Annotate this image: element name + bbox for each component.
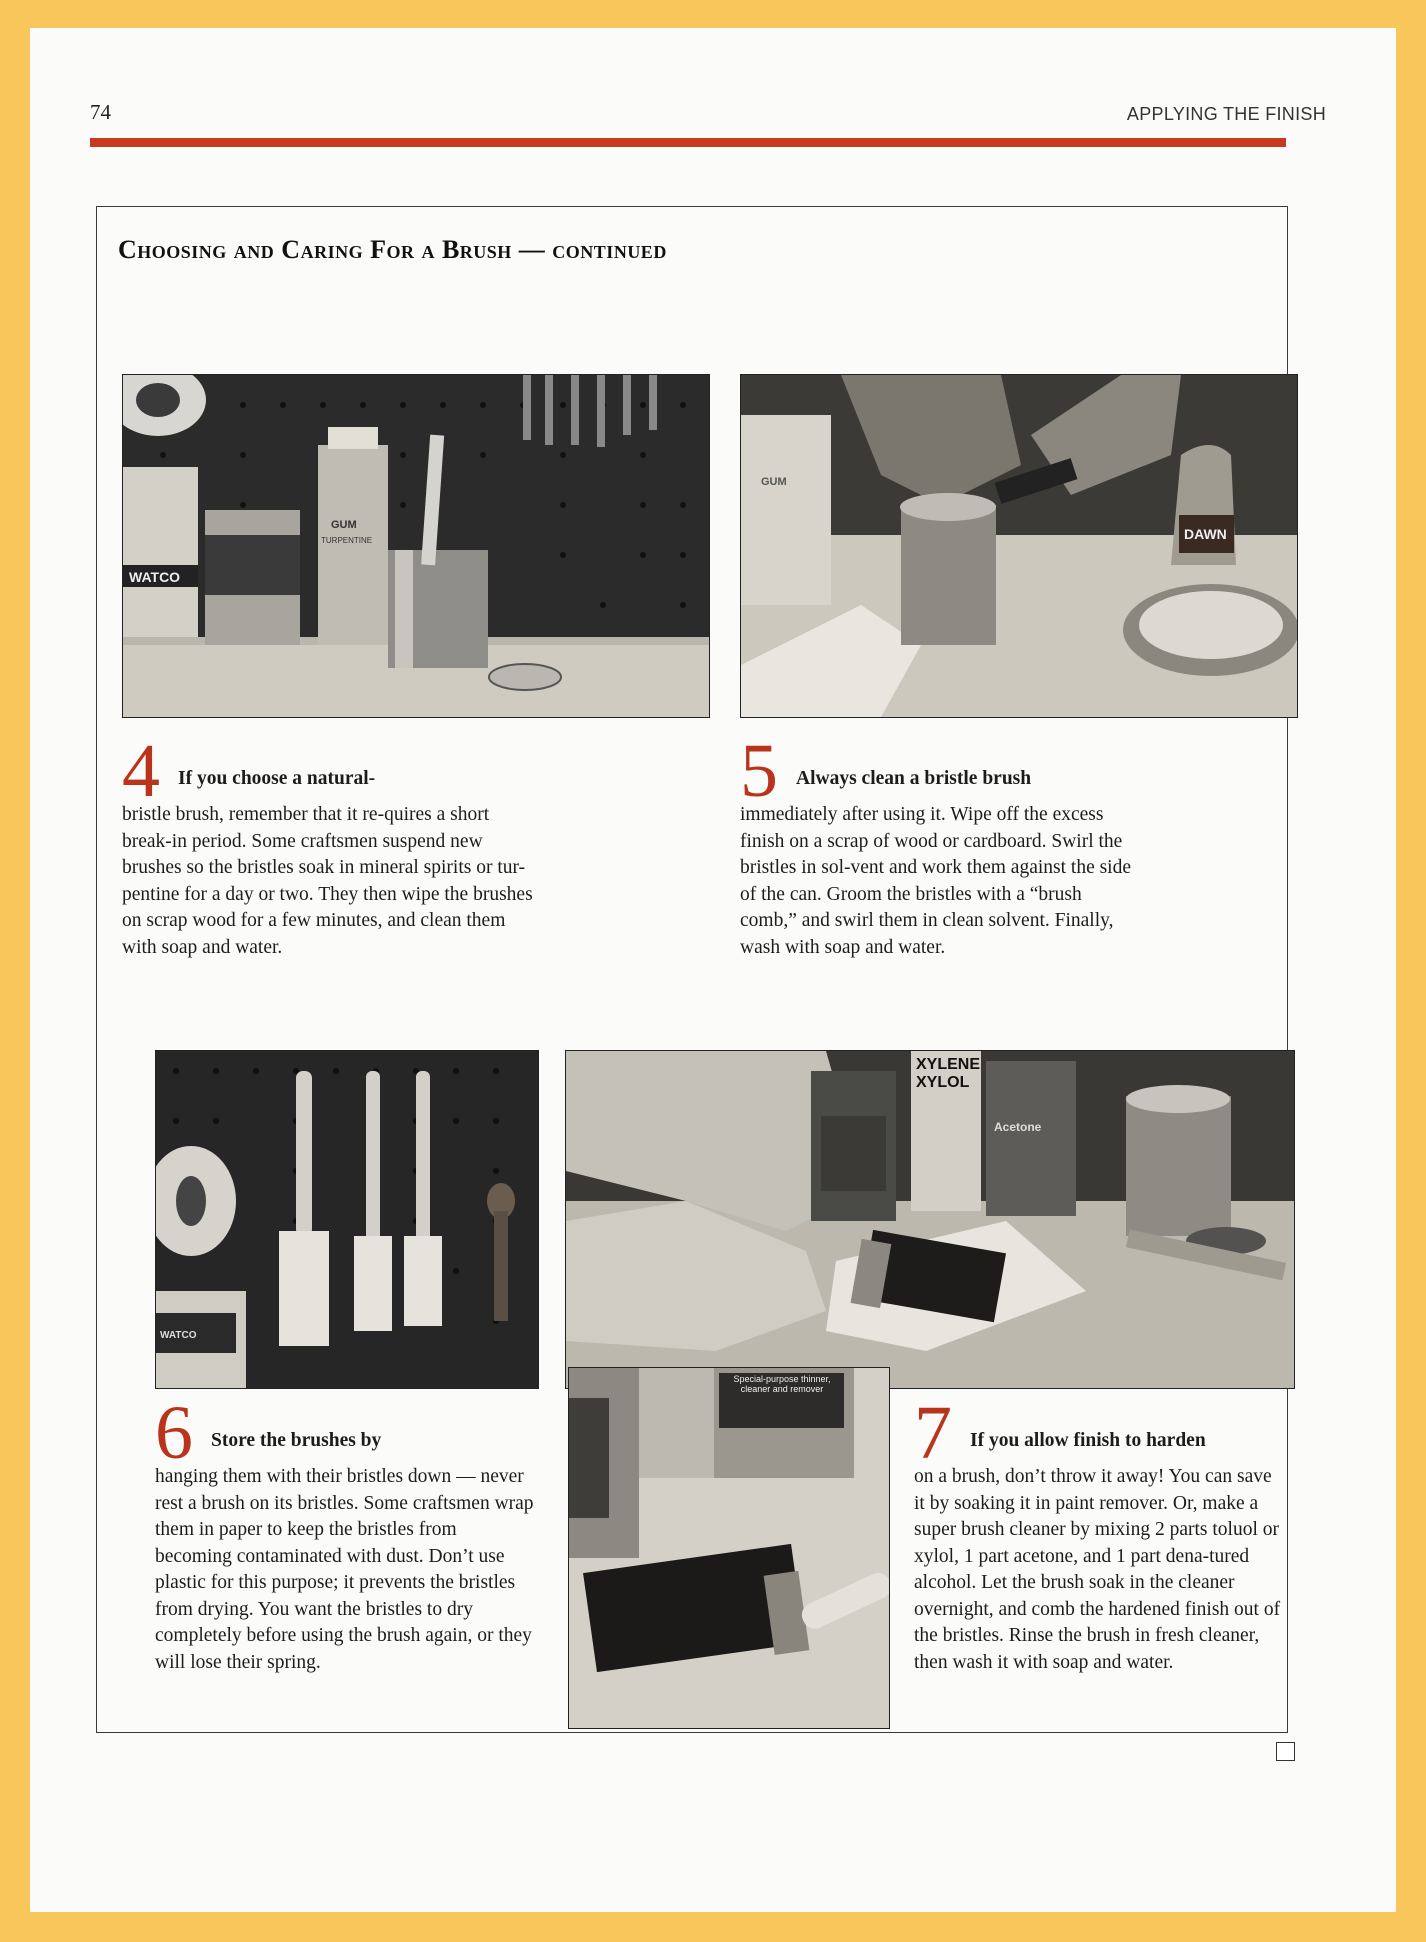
photo-natural-bristle-brush-soaking	[122, 374, 710, 718]
step-7-lead: If you allow finish to harden	[970, 1430, 1206, 1451]
step-5-lead: Always clean a bristle brush	[796, 768, 1032, 789]
step-number-5: 5	[740, 729, 778, 813]
step-4-lead: If you choose a natural-	[178, 768, 376, 789]
gum-can-label: GUM	[331, 519, 357, 531]
header-rule	[90, 138, 1286, 147]
step-4	[122, 729, 542, 961]
step-5	[740, 729, 1140, 961]
photo-cleaning-bristle-brush	[740, 374, 1298, 718]
watco-can-label: WATCO	[129, 569, 181, 585]
step-6-lead: Store the brushes by	[211, 1430, 382, 1451]
step-6	[155, 1391, 535, 1676]
step-6-text: hanging them with their bristles down — never rest a brush on its bristles. Some craftsmen wrap them in paper to keep the bristles from becoming contaminated with dust. Don’t use plastic for this purpose; it prevents the bristles from drying. You want the bristles to dry completely before using the brush again, or they will lose their spring.	[155, 1466, 534, 1673]
page-number: 74	[90, 100, 111, 124]
step-5-text: immediately after using it. Wipe off the excess finish on a scrap of wood or cardboard. Swirl the bristles in sol-vent and work them against the side of the can. Groom the bristles with a “brush comb,” and swirl them in clean solvent. Finally, wash with soap and water.	[740, 804, 1132, 958]
running-head: APPLYING THE FINISH	[1126, 104, 1326, 124]
turpentine-can-label: TURPENTINE	[321, 536, 373, 545]
photo-brush-with-cleaner-inset	[568, 1367, 890, 1729]
dawn-bottle-label: DAWN	[1184, 526, 1227, 542]
xylene-can-label: XYLENE	[916, 1056, 981, 1073]
cleaner-can-label: Special-purpose thinner, cleaner and remover	[733, 1374, 831, 1394]
photo-cleaning-hardened-brush	[565, 1050, 1295, 1389]
acetone-can-label: Acetone	[994, 1120, 1042, 1134]
step-number-4: 4	[122, 729, 160, 813]
step-7-text: on a brush, don’t throw it away! You can save it by soaking it in paint remover. Or, make a super brush cleaner by mixing 2 parts toluol or xylol, 1 part acetone, and 1 part dena-tured alcohol. Let the brush soak in the cleaner overnight, and comb the hardened finish out of the bristles. Rinse the brush in fresh cleaner, then wash it with soap and water.	[914, 1466, 1281, 1673]
photo-hanging-brushes	[155, 1050, 539, 1389]
step-number-7: 7	[914, 1391, 952, 1475]
section-title: Choosing and Caring For a Brush — continued	[118, 235, 667, 264]
gum-can-label-2: GUM	[761, 476, 787, 488]
step-4-text: bristle brush, remember that it re-quires a short break-in period. Some craftsmen suspend new brushes so the bristles soak in mineral spirits or tur-pentine for a day or two. They then wipe the brushes on scrap wood for a few minutes, and clean them with soap and water.	[122, 804, 533, 958]
end-of-article-mark	[1276, 1742, 1295, 1761]
step-7	[914, 1391, 1286, 1676]
watco-can-label-2: WATCO	[160, 1330, 197, 1341]
xylol-can-label: XYLOL	[916, 1074, 970, 1091]
step-number-6: 6	[155, 1391, 193, 1475]
